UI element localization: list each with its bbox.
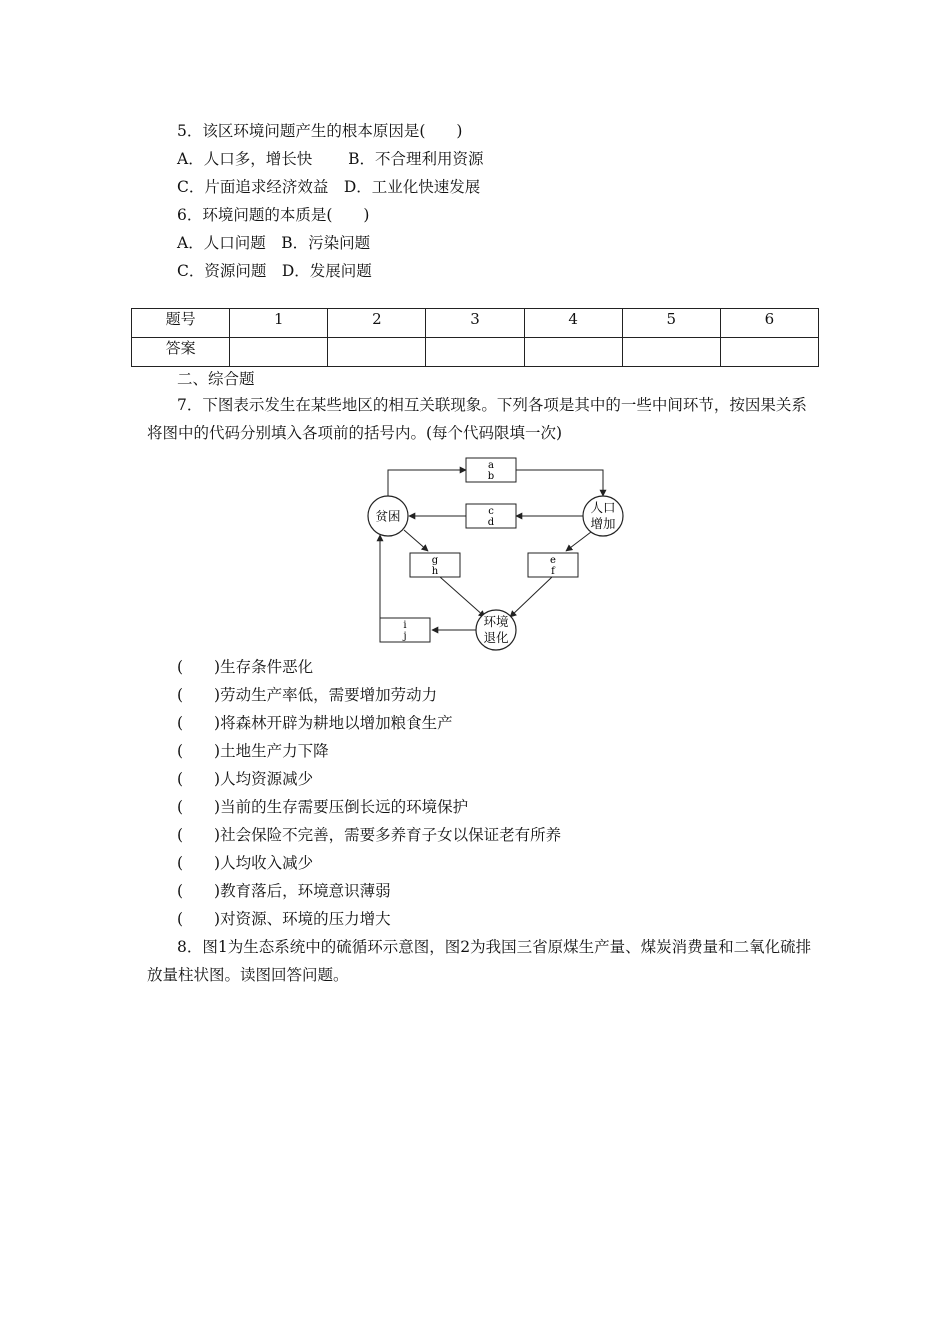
answer-row-header: 答案: [132, 338, 230, 367]
arrow-poverty-to-gh: [404, 530, 428, 551]
fill-item: ( )劳动生产率低，需要增加劳动力: [177, 686, 438, 704]
arrow-population-to-ef: [566, 532, 591, 551]
number-cell: 4: [524, 309, 622, 338]
box-ij: [380, 618, 430, 642]
q7-text: 7．下图表示发生在某些地区的相互关联现象。下列各项是其中的一些中间环节，按因果关系将图中的代码分别填入各项前的括号内。(每个代码限填一次): [147, 396, 807, 442]
box-cd: [466, 504, 516, 528]
answer-cell[interactable]: [720, 338, 818, 367]
fill-item: ( )对资源、环境的压力增大: [177, 910, 391, 928]
answer-table: [131, 308, 819, 367]
fill-item: ( )人均收入减少: [177, 854, 314, 872]
node-environment-label-1: 环境: [483, 614, 509, 629]
node-poverty-label: 贫困: [375, 508, 401, 524]
fill-item: ( )土地生产力下降: [177, 742, 329, 760]
box-cd-code-1: c: [488, 506, 494, 517]
answer-table-answer-row: [132, 338, 819, 367]
box-ij-code-1: i: [403, 620, 407, 631]
answer-table-number-row: [132, 309, 819, 338]
number-row-header: 题号: [132, 309, 230, 338]
number-cell: 6: [720, 309, 818, 338]
box-ij-code-2: j: [403, 631, 407, 642]
box-ef-code-2: f: [551, 566, 555, 577]
number-cell: 5: [622, 309, 720, 338]
box-gh-code-1: g: [431, 555, 439, 566]
number-cell: 2: [328, 309, 426, 338]
arrow-ab-to-population: [516, 470, 603, 496]
q6-stem: 6．环境问题的本质是( ): [177, 206, 370, 224]
diagram-arrows: [380, 470, 603, 630]
fill-item: ( )当前的生存需要压倒长远的环境保护: [177, 798, 469, 816]
cause-effect-diagram: [360, 452, 630, 652]
fill-item: ( )社会保险不完善，需要多养育子女以保证老有所养: [177, 826, 562, 844]
node-population: [583, 496, 623, 536]
box-gh-code-2: h: [431, 566, 439, 577]
box-ef-code-1: e: [550, 555, 556, 566]
answer-cell[interactable]: [622, 338, 720, 367]
q5-options-cd: C．片面追求经济效益 D．工业化快速发展: [177, 178, 481, 196]
arrow-poverty-to-ab: [388, 470, 466, 497]
answer-cell[interactable]: [230, 338, 328, 367]
number-cell: 3: [426, 309, 524, 338]
q5-options-ab: A．人口多，增长快 B．不合理利用资源: [177, 150, 484, 168]
q6-options-cd: C．资源问题 D．发展问题: [177, 262, 372, 280]
answer-cell[interactable]: [328, 338, 426, 367]
node-poverty: [368, 496, 408, 536]
box-ab: [466, 458, 516, 482]
fill-item: ( )将森林开辟为耕地以增加粮食生产: [177, 714, 453, 732]
answer-cell[interactable]: [524, 338, 622, 367]
fill-item: ( )教育落后，环境意识薄弱: [177, 882, 391, 900]
number-cell: 1: [230, 309, 328, 338]
box-gh: [410, 553, 460, 577]
node-environment: [476, 610, 516, 650]
box-ab-code-2: b: [487, 471, 495, 482]
fill-item: ( )人均资源减少: [177, 770, 314, 788]
node-population-label-1: 人口: [590, 500, 616, 515]
node-population-label-2: 增加: [590, 516, 616, 531]
answer-cell[interactable]: [426, 338, 524, 367]
box-ef: [528, 553, 578, 577]
box-ab-code-1: a: [488, 460, 494, 471]
node-environment-label-2: 退化: [483, 630, 509, 645]
section-title: 二、综合题: [177, 370, 255, 388]
arrow-gh-to-environment: [440, 577, 485, 617]
q8-text: 8．图1为生态系统中的硫循环示意图，图2为我国三省原煤生产量、煤炭消费量和二氧化硫排放量柱状图。读图回答问题。: [147, 938, 812, 984]
fill-item: ( )生存条件恶化: [177, 658, 314, 676]
box-cd-code-2: d: [487, 517, 495, 528]
q6-options-ab: A．人口问题 B．污染问题: [177, 234, 371, 252]
arrow-ef-to-environment: [510, 577, 552, 617]
q5-stem: 5．该区环境问题产生的根本原因是( ): [177, 122, 463, 140]
